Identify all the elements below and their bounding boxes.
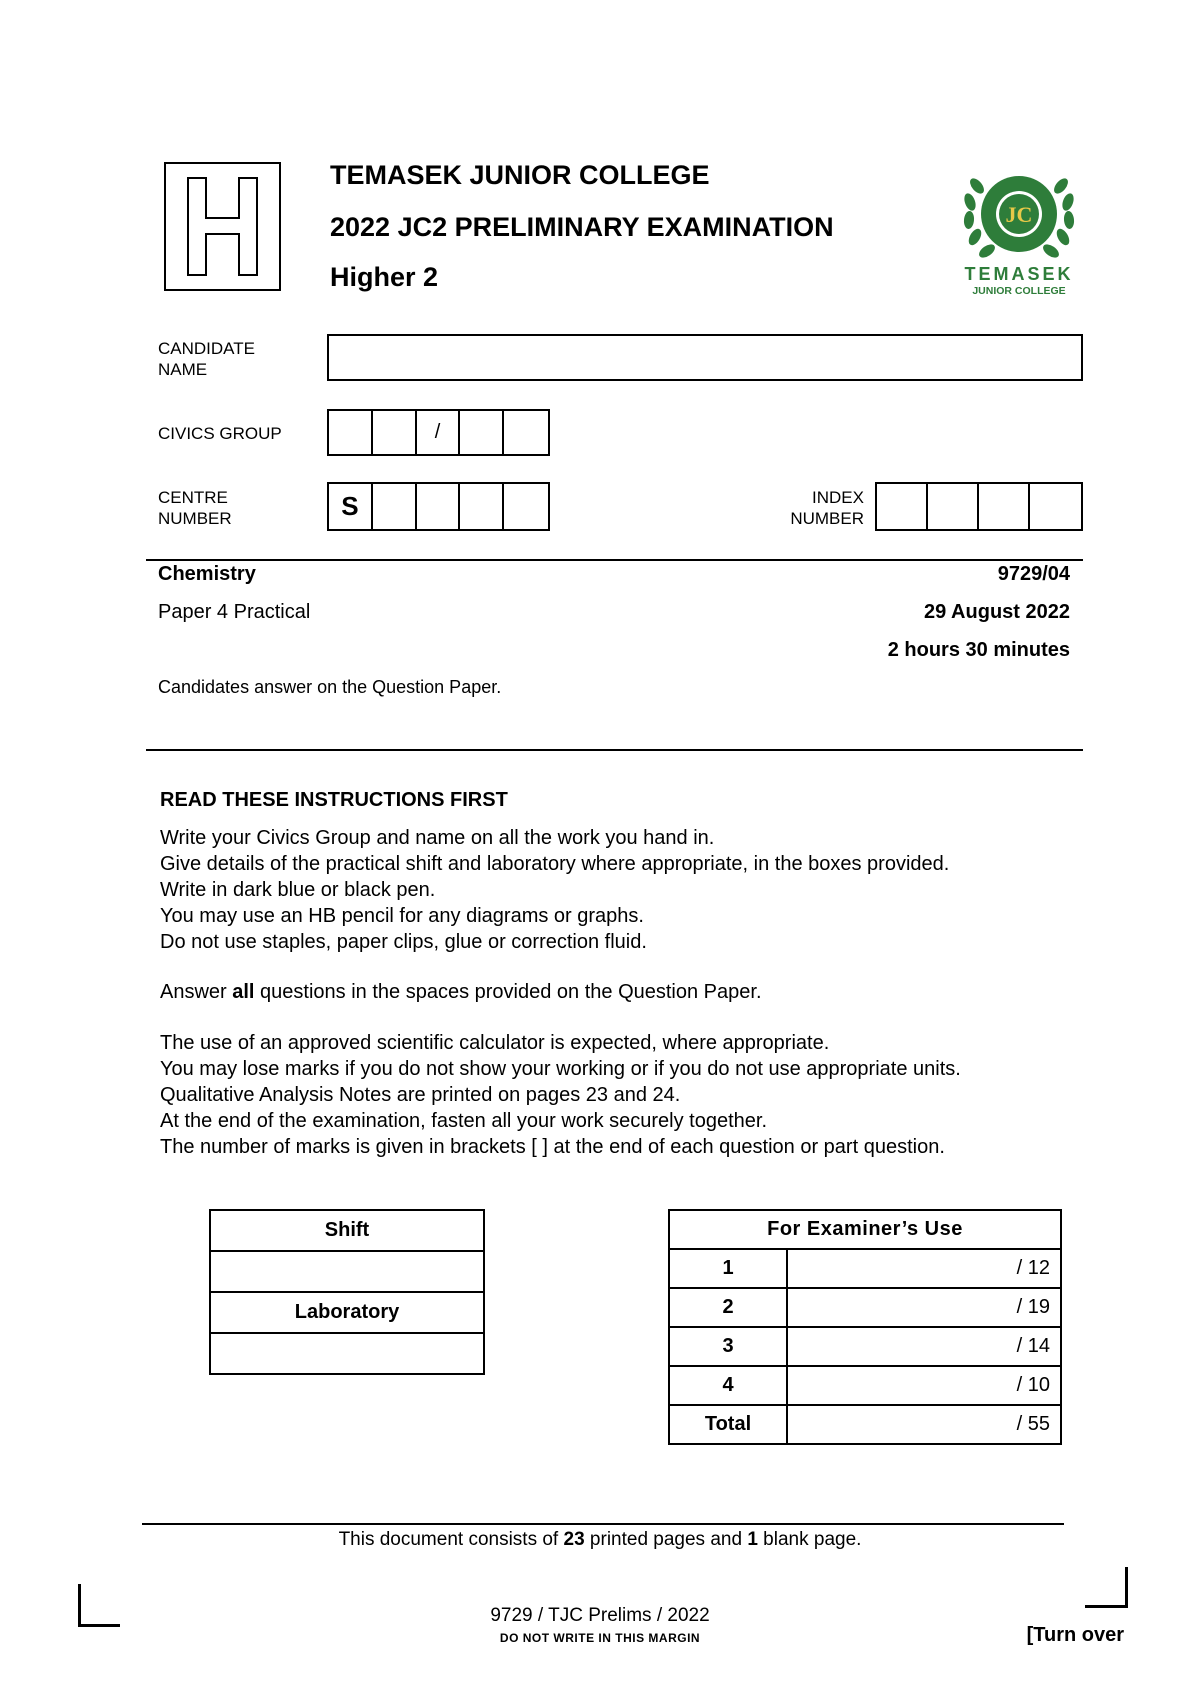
shift-laboratory-table — [209, 1209, 485, 1375]
question-marks[interactable]: / 19 — [787, 1288, 1061, 1327]
exam-title: 2022 JC2 PRELIMINARY EXAMINATION — [330, 212, 834, 242]
centre-number-label: CENTRE NUMBER — [158, 488, 232, 528]
instruction-line: Do not use staples, paper clips, glue or correction fluid. — [160, 931, 647, 953]
shift-label: Shift — [210, 1210, 484, 1251]
divider — [146, 559, 1083, 561]
examiner-use-table — [668, 1209, 1062, 1445]
table-row — [669, 1327, 1061, 1366]
divider — [146, 749, 1083, 751]
shift-input[interactable] — [210, 1251, 484, 1292]
table-row — [669, 1366, 1061, 1405]
paper-title: Paper 4 Practical — [158, 601, 311, 623]
instruction-line: At the end of the examination, fasten all your work securely together. — [160, 1110, 768, 1132]
centre-number-input[interactable] — [327, 482, 550, 531]
index-cell[interactable] — [928, 484, 979, 529]
civics-group-label: CIVICS GROUP — [158, 424, 282, 443]
instructions-heading: READ THESE INSTRUCTIONS FIRST — [160, 789, 508, 811]
index-cell[interactable] — [1030, 484, 1081, 529]
civics-cell[interactable] — [373, 411, 417, 454]
instruction-line: You may use an HB pencil for any diagrams or graphs. — [160, 905, 644, 927]
table-row — [669, 1249, 1061, 1288]
centre-cell[interactable] — [460, 484, 504, 529]
examiner-use-heading: For Examiner’s Use — [669, 1210, 1061, 1249]
paper-reference: 9729 / TJC Prelims / 2022 — [490, 1605, 710, 1626]
exam-level: Higher 2 — [330, 262, 439, 292]
question-number: 3 — [669, 1327, 787, 1366]
question-number: 4 — [669, 1366, 787, 1405]
exam-date: 29 August 2022 — [924, 601, 1070, 623]
centre-cell[interactable] — [504, 484, 548, 529]
turn-over: [Turn over — [1026, 1624, 1124, 1646]
instruction-line: You may lose marks if you do not show your working or if you do not use appropriate units. — [160, 1058, 961, 1080]
instruction-line: The use of an approved scientific calculator is expected, where appropriate. — [160, 1032, 830, 1054]
question-marks[interactable]: / 10 — [787, 1366, 1061, 1405]
index-cell[interactable] — [979, 484, 1030, 529]
instructions-answer-all: Answer all questions in the spaces provided on the Question Paper. — [160, 981, 762, 1003]
centre-prefix: S — [329, 484, 373, 529]
candidate-name-label: CANDIDATE NAME — [158, 339, 255, 379]
paper-code: 9729/04 — [997, 563, 1070, 585]
centre-cell[interactable] — [417, 484, 461, 529]
civics-separator: / — [417, 411, 461, 454]
civics-cell[interactable] — [504, 411, 548, 454]
index-number-input[interactable] — [875, 482, 1083, 531]
registration-mark-right — [1085, 1567, 1128, 1608]
question-number: 1 — [669, 1249, 787, 1288]
civics-group-input[interactable] — [327, 409, 550, 456]
civics-cell[interactable] — [329, 411, 373, 454]
laboratory-label: Laboratory — [210, 1292, 484, 1333]
laboratory-input[interactable] — [210, 1333, 484, 1374]
school-crest-icon — [955, 152, 1083, 297]
tier-letter-box — [164, 162, 281, 291]
footer-divider — [142, 1523, 1064, 1525]
index-cell[interactable] — [877, 484, 928, 529]
instruction-line: Write in dark blue or black pen. — [160, 879, 436, 901]
instruction-line: Write your Civics Group and name on all the work you hand in. — [160, 827, 715, 849]
civics-cell[interactable] — [460, 411, 504, 454]
answer-on-note: Candidates answer on the Question Paper. — [158, 677, 502, 697]
instructions-block-3 — [160, 1030, 961, 1160]
logo-name: TEMASEK — [964, 264, 1074, 284]
table-row — [669, 1405, 1061, 1444]
question-marks[interactable]: / 14 — [787, 1327, 1061, 1366]
instructions-block-1 — [160, 825, 949, 955]
school-logo — [955, 152, 1083, 297]
instruction-line: Give details of the practical shift and laboratory where appropriate, in the boxes provided. — [160, 853, 950, 875]
candidate-name-input[interactable] — [327, 334, 1083, 381]
question-marks[interactable]: / 12 — [787, 1249, 1061, 1288]
table-row — [669, 1288, 1061, 1327]
subject: Chemistry — [158, 563, 256, 585]
exam-duration: 2 hours 30 minutes — [887, 639, 1070, 661]
logo-initials: JC — [1005, 202, 1033, 227]
total-label: Total — [669, 1405, 787, 1444]
centre-cell[interactable] — [373, 484, 417, 529]
page-count-note: This document consists of 23 printed pages and 1 blank page. — [338, 1529, 862, 1550]
instruction-line: Qualitative Analysis Notes are printed on pages 23 and 24. — [160, 1084, 681, 1106]
total-marks[interactable]: / 55 — [787, 1405, 1061, 1444]
index-number-label: INDEX NUMBER — [790, 488, 864, 528]
logo-subname: JUNIOR COLLEGE — [972, 285, 1066, 297]
instruction-line: The number of marks is given in brackets [ ] at the end of each question or part question. — [160, 1136, 945, 1158]
margin-note: DO NOT WRITE IN THIS MARGIN — [499, 1631, 701, 1645]
tier-letter-h-icon — [166, 164, 279, 289]
school-name: TEMASEK JUNIOR COLLEGE — [330, 160, 710, 190]
question-number: 2 — [669, 1288, 787, 1327]
